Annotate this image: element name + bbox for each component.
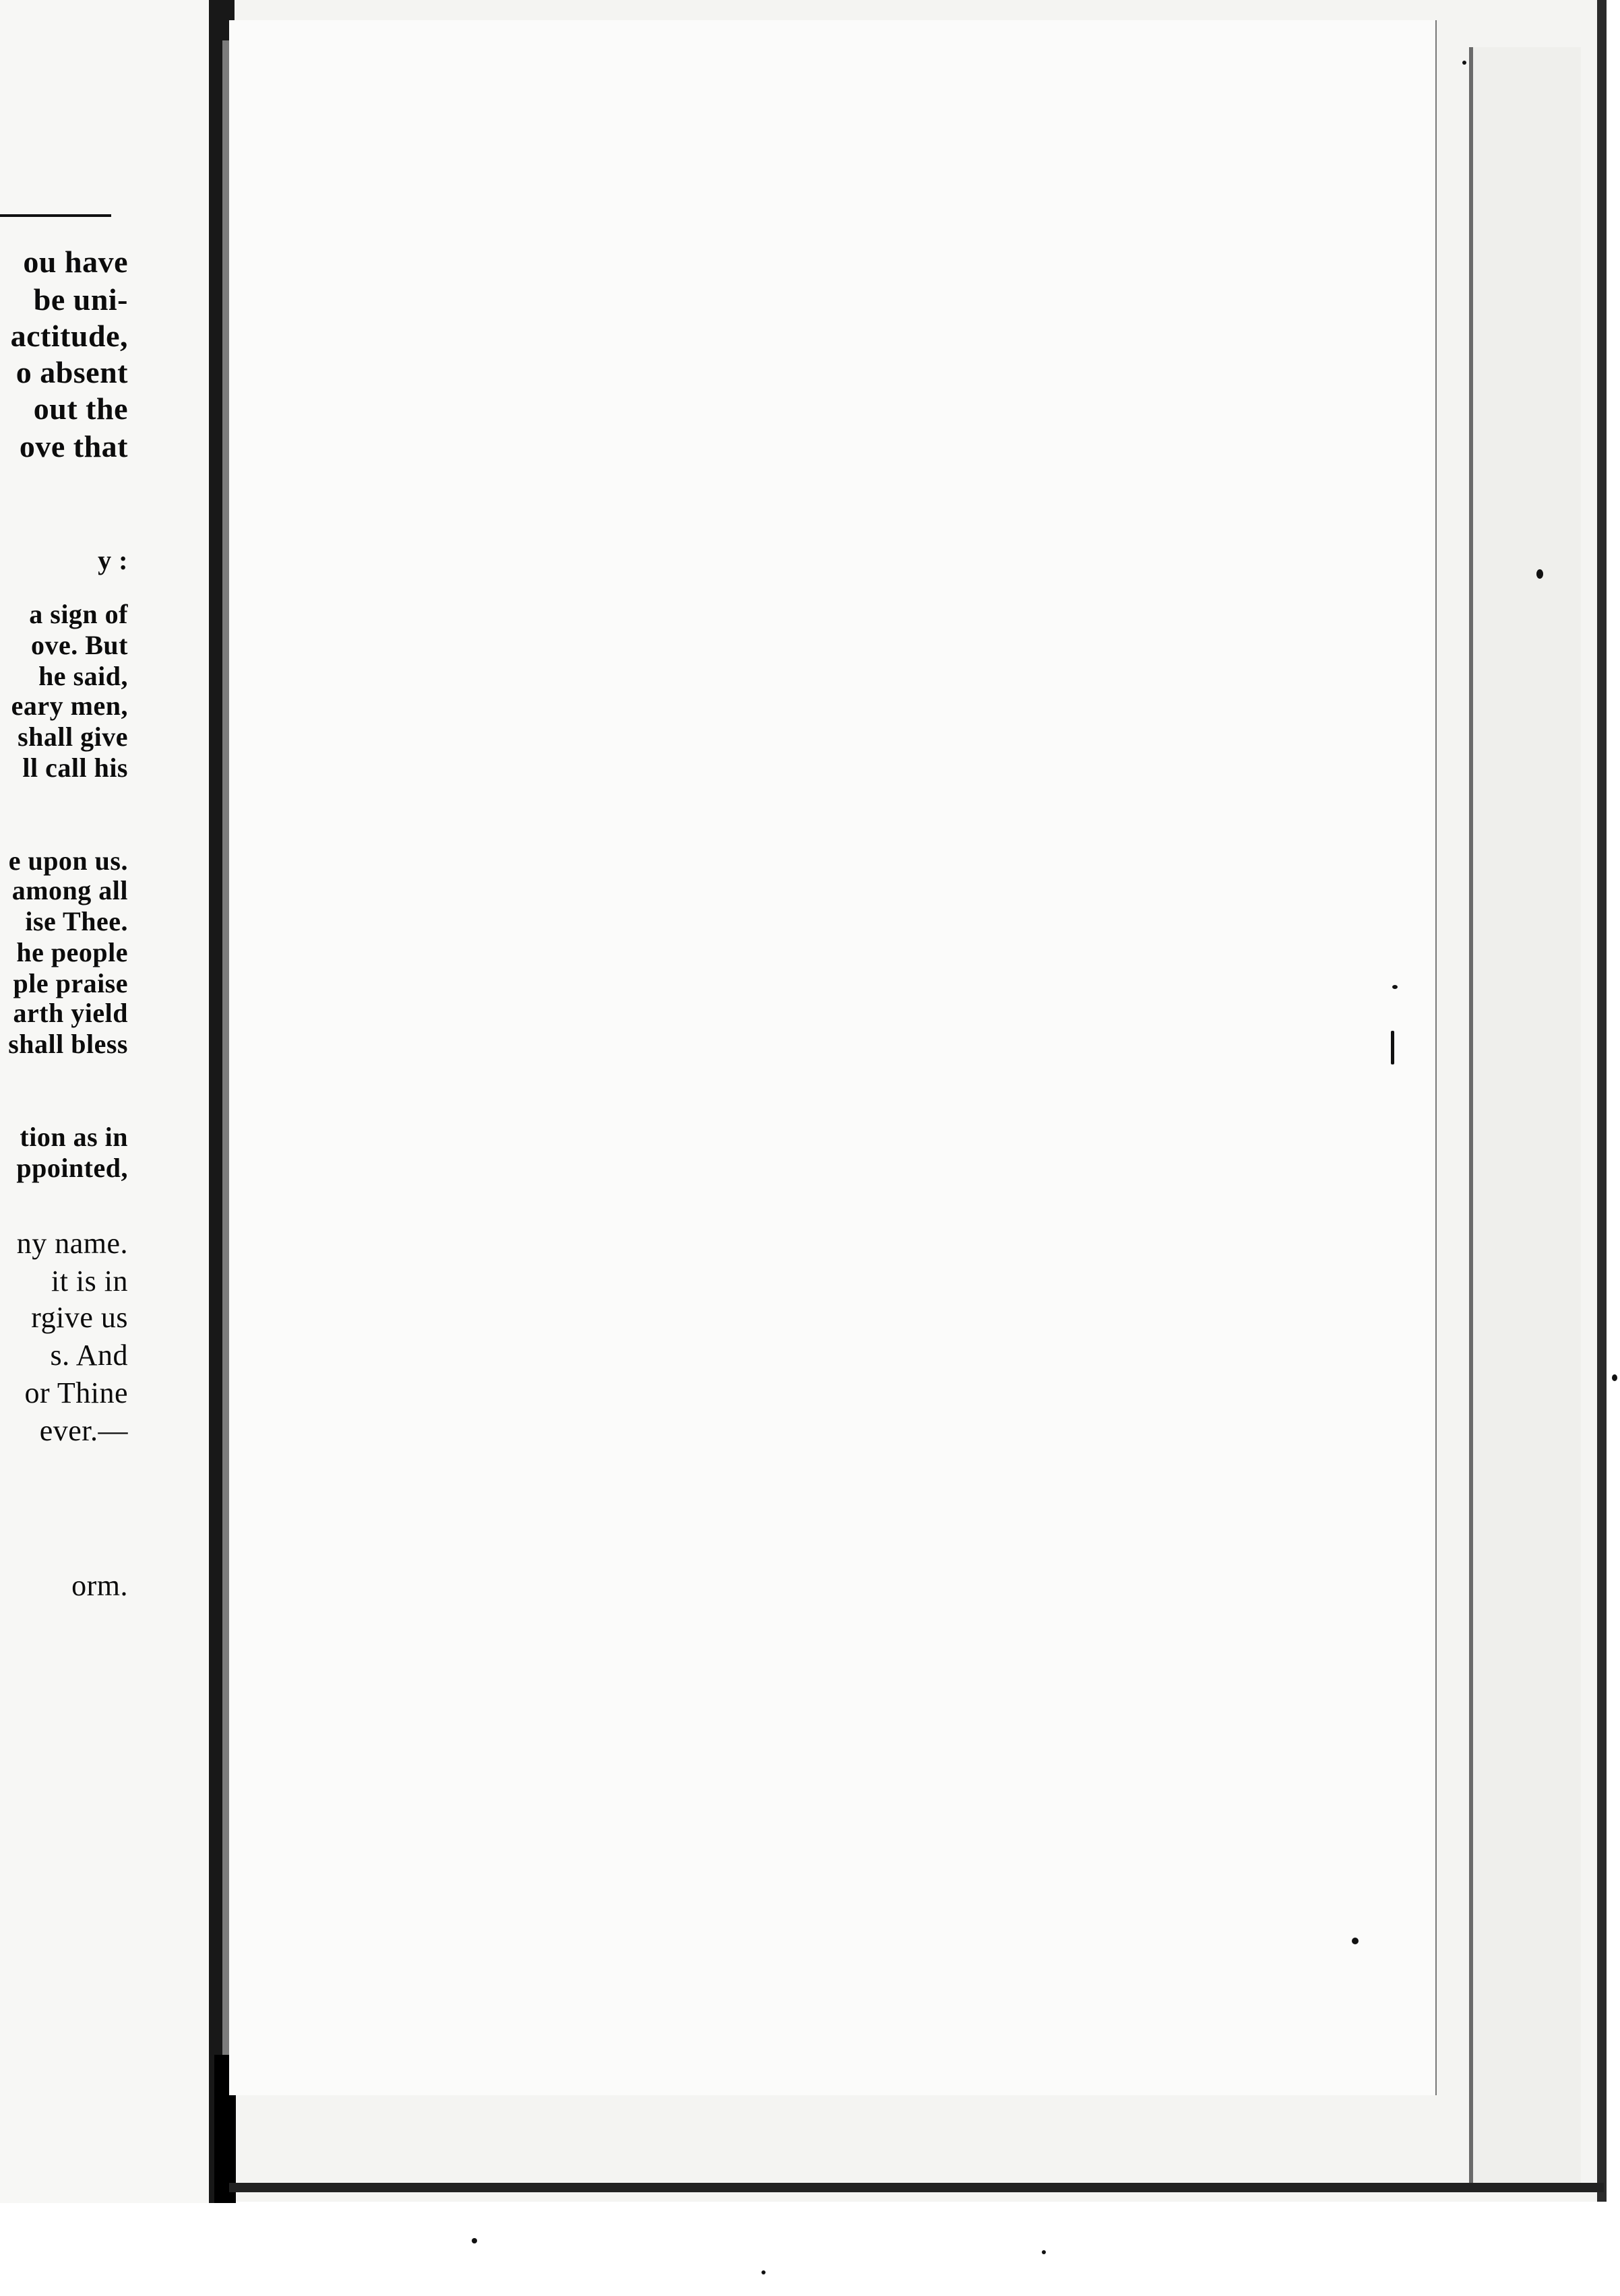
text-line: actitude, [10,319,128,353]
text-line: ou have [23,245,128,279]
text-line: ove. But [31,630,128,660]
text-line: rgive us [31,1301,128,1334]
horizontal-rule [0,214,111,217]
scan-speck [1392,985,1398,989]
text-line: it is in [51,1265,128,1298]
text-line: or Thine [24,1376,128,1409]
scan-speck [1391,1031,1394,1064]
text-line: out the [33,391,128,426]
text-line: ll call his [22,753,128,783]
page-bottom-shadow [229,2183,1604,2192]
text-line: he said, [38,661,128,691]
text-line: ple praise [13,968,128,998]
text-line: y : [98,545,128,575]
scan-speck [1462,61,1466,65]
scan-speck [1042,2250,1046,2254]
scan-speck [1352,1938,1359,1944]
previous-page-fragment [0,0,209,2203]
scan-speck [1536,569,1543,579]
text-line: a sign of [29,599,128,629]
text-line: tion as in [20,1122,128,1152]
text-line: s. And [50,1339,128,1372]
text-line: he people [16,937,128,967]
text-line: shall give [18,722,128,752]
scan-speck [761,2270,766,2274]
text-line: eary men, [11,691,128,721]
scan-speck [472,2238,477,2243]
text-line: among all [11,875,128,905]
text-line: ppointed, [16,1153,128,1183]
text-line: o absent [15,355,128,389]
text-line: arth yield [13,998,128,1028]
text-line: ise Thee. [25,906,128,936]
scan-speck [1612,1374,1617,1381]
text-line: orm. [71,1569,128,1602]
text-line: e upon us. [8,846,128,876]
text-line: ove that [19,429,128,464]
blank-page [229,20,1435,2095]
text-line: be uni- [33,282,128,317]
text-line: ny name. [16,1227,128,1260]
page-edge-stack [1469,47,1581,2183]
text-line: shall bless [8,1029,128,1059]
text-line: ever.— [39,1414,128,1447]
spine-highlight [222,40,229,2062]
